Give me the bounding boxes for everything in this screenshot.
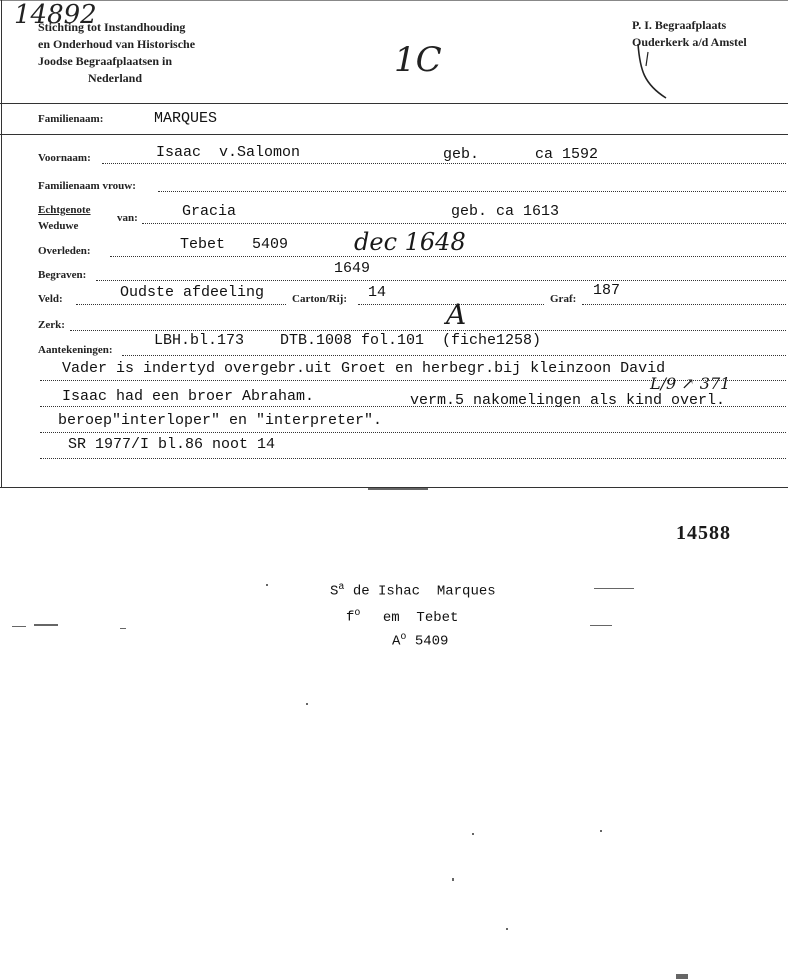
stamp-number: 14588 [676, 522, 731, 544]
begraven-label: Begraven: [38, 269, 87, 281]
graf-dotted-line [582, 304, 786, 305]
echtgenote-value: Gracia [182, 203, 237, 220]
overleden-dotted-line [110, 256, 786, 257]
overleden-value: Tebet 5409 [180, 236, 289, 253]
note-line-1: Vader is indertyd overgebr.uit Groet en herbegr.bij kleinzoon David [62, 360, 666, 377]
voornaam-value: Isaac v.Salomon [156, 144, 301, 161]
lower-line-3-sup: o [400, 632, 407, 643]
note-line-2a: Isaac had een broer Abraham. [62, 388, 315, 405]
card-left-edge [1, 0, 2, 488]
familienaam-divider [0, 134, 788, 135]
voornaam-label: Voornaam: [38, 152, 91, 164]
overleden-handwritten-date: dec 1648 [354, 228, 466, 256]
graf-label: Graf: [550, 293, 577, 305]
lower-line-3-text: 5409 [414, 633, 449, 650]
voornaam-geb: geb. [443, 146, 480, 163]
familienaam-label: Familienaam: [38, 113, 104, 125]
veld-label: Veld: [38, 293, 63, 305]
organisation-name [38, 19, 195, 87]
aantekeningen-value: LBH.bl.173 DTB.1008 fol.101 (fiche1258) [154, 332, 542, 349]
header-divider [0, 103, 788, 104]
org-line-3: Joodse Begraafplaatsen in [38, 54, 173, 68]
aantekeningen-label: Aantekeningen: [38, 344, 113, 356]
van-label: van: [117, 212, 138, 224]
familienaam-vrouw-dotted-line [158, 191, 786, 192]
zerk-label: Zerk: [38, 319, 65, 331]
weduwe-label: Weduwe [38, 220, 79, 232]
lower-line-2-text: em Tebet [382, 609, 459, 626]
veld-value: Oudste afdeeling [120, 284, 265, 301]
voornaam-dotted-line [102, 163, 786, 164]
overleden-label: Overleden: [38, 245, 91, 257]
handwritten-number: 14892 [14, 0, 97, 30]
cemetery-line-2: Ouderkerk a/d Amstel [632, 35, 747, 49]
center-handwritten-mark: 1C [394, 40, 442, 80]
lower-line-3-prefix: A [392, 633, 401, 650]
index-card [0, 0, 788, 488]
familienaam-vrouw-label: Familienaam vrouw: [38, 180, 136, 192]
lower-line-2-prefix: f [346, 609, 355, 626]
note-line-2b: verm.5 nakomelingen als kind overl. [410, 392, 726, 409]
note-3-dotted-line [40, 432, 786, 433]
org-line-2: en Onderhoud van Historische [38, 37, 196, 51]
lower-line-1-sup: a [338, 582, 345, 593]
card-top-edge [0, 0, 788, 1]
aantekeningen-dotted-line [122, 355, 786, 356]
carton-value: 14 [368, 284, 387, 301]
note-line-4: SR 1977/I bl.86 noot 14 [68, 436, 276, 453]
familienaam-value: MARQUES [154, 110, 218, 127]
begraven-dotted-line [96, 280, 786, 281]
graf-value: 187 [593, 282, 621, 299]
echtgenote-label: Echtgenote [38, 204, 91, 216]
cemetery-line-1: P. I. Begraafplaats [632, 18, 727, 32]
carton-label: Carton/Rij: [292, 293, 347, 305]
veld-dotted-line [76, 304, 286, 305]
note-4-dotted-line [40, 458, 786, 459]
lower-line-1-prefix: S [330, 583, 339, 600]
note-line-3: beroep"interloper" en "interpreter". [58, 412, 383, 429]
scan-speckles [0, 488, 788, 979]
begraven-value: 1649 [334, 260, 371, 277]
echtgenote-dotted-line [142, 223, 786, 224]
echtgenote-birth: geb. ca 1613 [451, 203, 560, 220]
zerk-dotted-line [70, 330, 786, 331]
pen-stroke-mark [630, 40, 680, 106]
lower-line-2-sup: o [354, 608, 361, 619]
lower-line-1-text: de Ishac Marques [352, 583, 496, 600]
voornaam-birth-date: ca 1592 [535, 146, 599, 163]
zerk-handwritten-letter: A [446, 298, 467, 331]
org-line-4: Nederland [88, 71, 142, 85]
org-line-1: Stichting tot Instandhouding [38, 20, 186, 34]
note-1-handwritten-ref: L/9 ↗ 371 [650, 374, 731, 393]
